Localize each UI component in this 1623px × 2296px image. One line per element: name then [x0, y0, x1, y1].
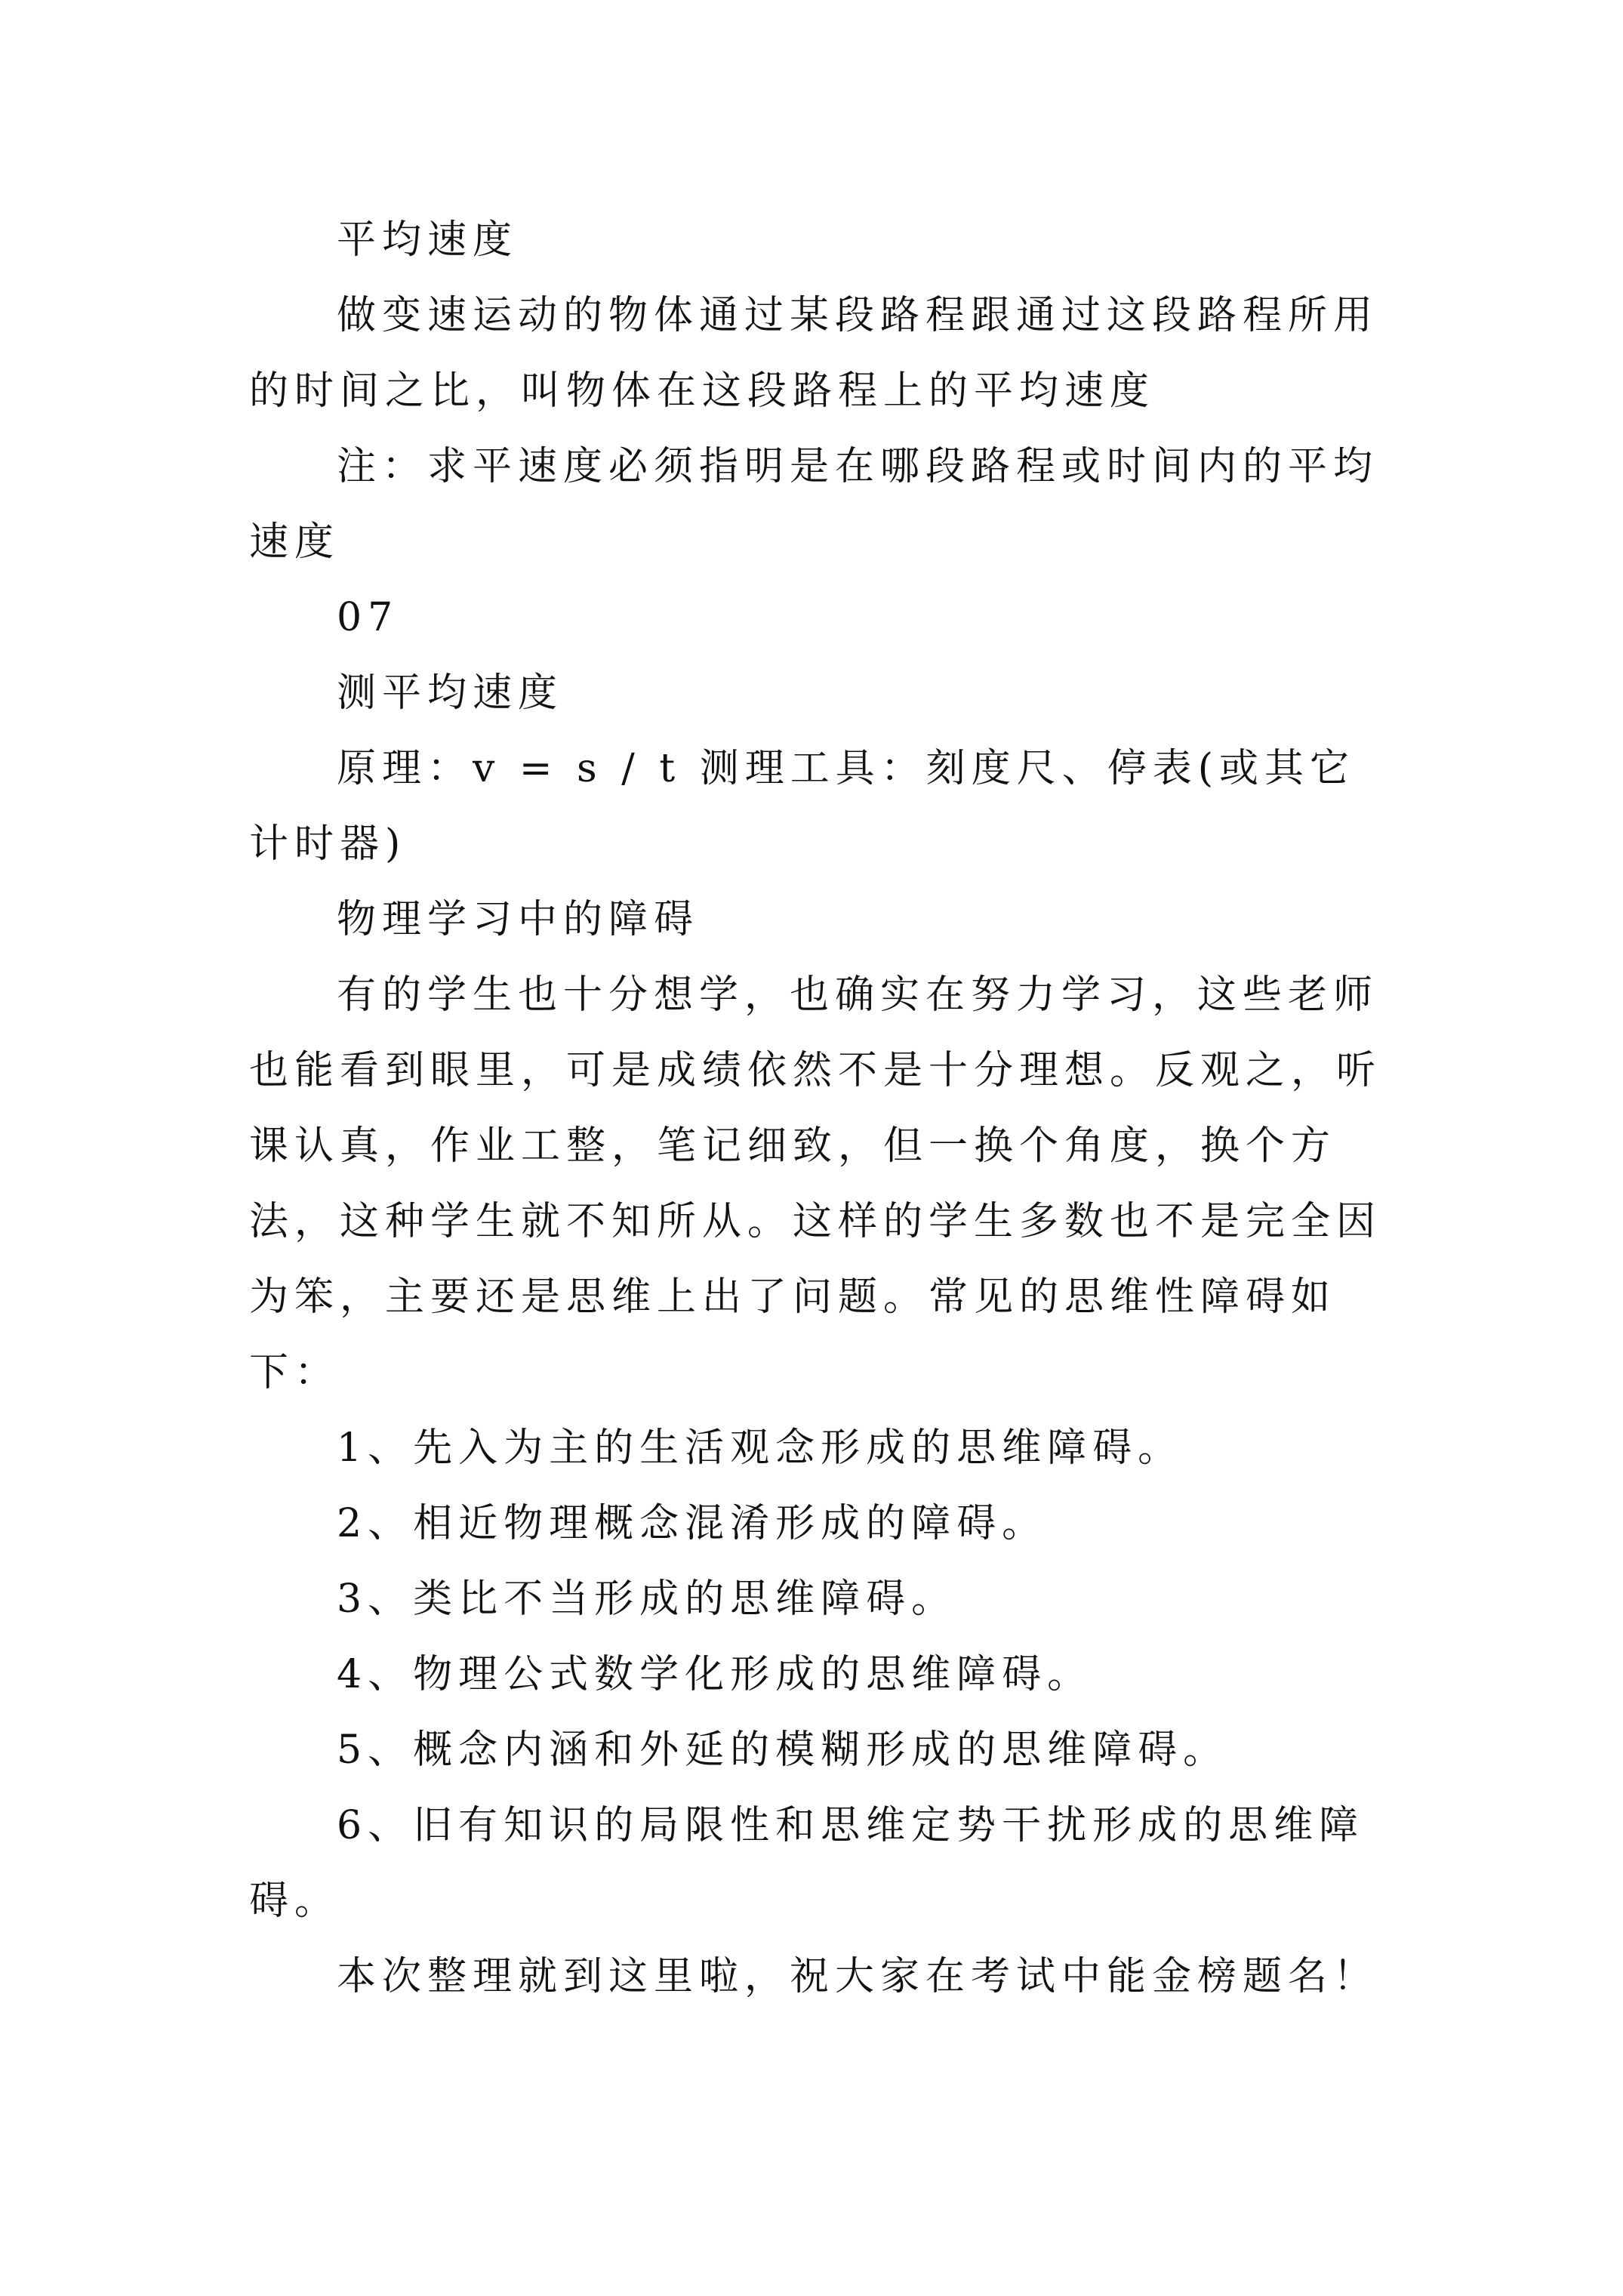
heading-measure-average-speed: 测平均速度 [337, 670, 564, 716]
paragraph-note: 注：求平速度必须指明是在哪段路程或时间内的平均速度 [249, 444, 1379, 565]
section-number: 07 [337, 595, 399, 640]
paragraph-obstacles-intro: 有的学生也十分想学，也确实在努力学习，这些老师也能看到眼里，可是成绩依然不是十分理想。反观之，听课认真，作业工整，笔记细致，但一换个角度，换个方法，这种学生就不知所从。这样的学生多数也不是完全因为笨，主要还是思维上出了问题。常见的思维性障碍如下： [249, 972, 1382, 1395]
list-item-3: 3、类比不当形成的思维障碍。 [337, 1576, 957, 1622]
list-item-2: 2、相近物理概念混淆形成的障碍。 [337, 1501, 1048, 1546]
document-body [249, 202, 1397, 2014]
heading-average-speed: 平均速度 [337, 217, 519, 263]
closing-line: 本次整理就到这里啦，祝大家在考试中能金榜题名！ [337, 1954, 1379, 1999]
heading-learning-obstacles: 物理学习中的障碍 [337, 897, 700, 942]
list-item-4: 4、物理公式数学化形成的思维障碍。 [337, 1652, 1093, 1697]
paragraph-principle: 原理：v = s / t 测理工具：刻度尺、停表(或其它计时器) [249, 746, 1355, 867]
list-item-1: 1、先入为主的生活观念形成的思维障碍。 [337, 1425, 1184, 1471]
list-item-5: 5、概念内涵和外延的模糊形成的思维障碍。 [337, 1727, 1229, 1773]
paragraph-definition: 做变速运动的物体通过某段路程跟通过这段路程所用的时间之比，叫物体在这段路程上的平均速度 [249, 293, 1379, 414]
list-item-6: 6、旧有知识的局限性和思维定势干扰形成的思维障碍。 [249, 1803, 1365, 1924]
